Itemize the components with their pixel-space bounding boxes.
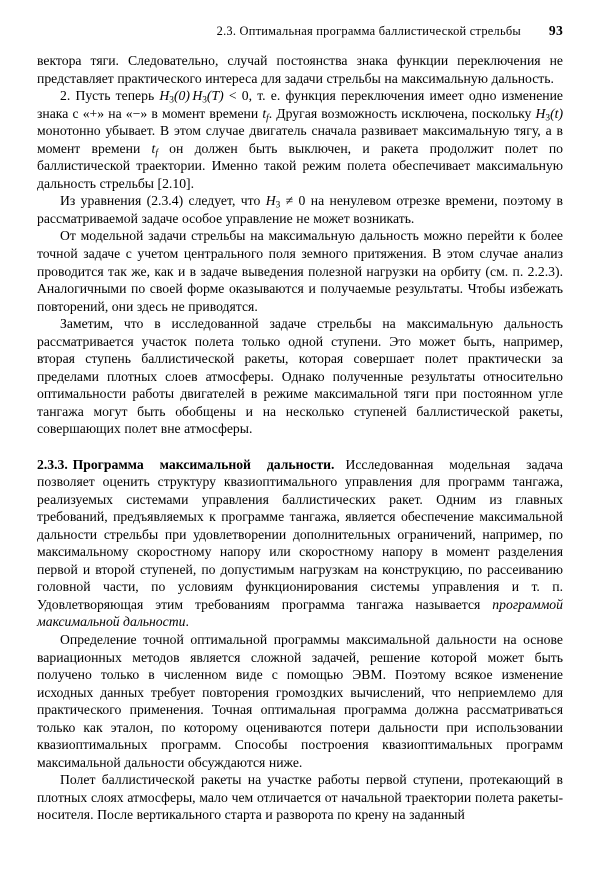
paragraph-7-text: Определение точной оптимальной программы максимальной дальности на основе вариационных методов является сложной задачей, решение которой может быть получено только в численном виде с помощью ЭВМ. Поэтому всякое изменение исходных данных требует повторения громоздких вычислений, что неприемлемо для практического применения. Точная оптимальная программа должна рассматриваться только как эталон, по которому оцениваются потери дальности при использовании квазиоптимальных программ. Способы построения квазиоптимальных программ максимальной дальности обсуждаются ниже. [37, 632, 563, 770]
running-head [37, 23, 563, 43]
paragraph-5 [37, 315, 563, 438]
math-h3: $H_3$ [265, 193, 281, 211]
paragraph-5-text: Заметим, что в исследованной задаче стрельбы на максимальную дальность рассматривается участок полета только одной ступени. Это может быть, например, вторая ступень баллистической ракеты, которая совершает полет практически за пределами плотных слоев атмосферы. Однако полученные результаты относительно оптимальности работы двигателей в режиме максимальной тяги при постоянном угле тангажа могут быть обобщены и на несколько ступеней баллистической ракеты, совершающих полет вне атмосферы. [37, 316, 563, 437]
math-h3-t: $H_3(t)$ [535, 105, 563, 124]
section-text-tail: . [185, 614, 189, 630]
section-title: Программа максимальной дальности. [72, 456, 335, 472]
paragraph-3 [37, 192, 563, 227]
math-h3-0-h3-t: $H_3(0)$ $H_3(T)$ [159, 88, 224, 106]
paragraph-8 [37, 771, 563, 824]
page-number: 93 [548, 23, 563, 38]
section-2-3-3 [37, 438, 563, 631]
paragraph-1 [37, 52, 563, 87]
math-t-f-2: $t_f$ [151, 140, 158, 159]
paragraph-2-text-end: он должен быть выключен, и ракета продолжит полет по баллистической траектории. Именно такой режим полета обеспечивает максимальную дальность стрельбы [2.10]. [37, 140, 563, 191]
paragraph-1-text: вектора тяги. Следовательно, случай постоянства знака функции переключения не представляет практического интереса для задачи стрельбы на максимальную дальность. [37, 53, 563, 86]
paragraph-2-text-mid-1: < 0, т. е. функция переключения имеет одно изменение знака с «+» на «−» в момент времени [37, 88, 564, 121]
paragraph-2-text-after: монотонно убывает. В этом случае двигатель сначала развивает максимальную тягу, а в момент времени [37, 123, 563, 156]
running-head-title: 2.3. Оптимальная программа баллистической стрельбы [216, 24, 521, 38]
paragraph-3-text-before: Из уравнения (2.3.4) следует, что [60, 193, 266, 209]
math-t-f-1: $t_f$ [262, 105, 269, 124]
paragraph-2-text-before: 2. Пусть теперь [60, 88, 160, 104]
paragraph-2-text-mid-2: . Другая возможность исключена, поскольку [268, 105, 536, 121]
section-italic-term: программой максимальной дальности [37, 596, 563, 630]
body-text-column [37, 52, 563, 824]
paragraph-4 [37, 227, 563, 315]
paragraph-3-text-mid: ≠ 0 на ненулевом отрезке времени, поэтому в рассматриваемой задаче особое управление не может возникать. [37, 193, 563, 226]
section-number: 2.3.3. [37, 456, 68, 472]
paragraph-2 [37, 87, 563, 192]
paragraph-7 [37, 631, 563, 771]
paragraph-8-text: Полет баллистической ракеты на участке работы первой ступени, протекающий в плотных слоях атмосферы, мало чем отличается от начальной траектории полета ракеты-носителя. После вертикального старта и разворота по крену на заданный [37, 772, 563, 823]
section-body-text: Исследованная модельная задача позволяет оценить структуру квазиоптимального управления для программ тангажа, реализуемых системами управления баллистических ракет. Одним из главных требований, предъявляемых к программе тангажа, является обеспечение максимальной дальности стрельбы при удовлетворении дополнительных ограничений, например, по максимальному скоростному напору или скоростному напору в момент разделения первой и второй ступеней, по допустимым нагрузкам на конструкцию, по рассеиванию головной части, по условиям функционирования системы управления и т. п. Удовлетворяющая этим требованиям программа тангажа называется [37, 456, 564, 612]
paragraph-4-text: От модельной задачи стрельбы на максимальную дальность можно перейти к более точной задаче с учетом центрального поля земного притяжения. В этом случае анализ проводится так же, как и в задаче выведения полезной нагрузки на орбиту (см. п. 2.2.3). Аналогичными по своей форме оказываются и получаемые результаты. Чтобы избежать повторений, они здесь не приводятся. [37, 228, 563, 314]
